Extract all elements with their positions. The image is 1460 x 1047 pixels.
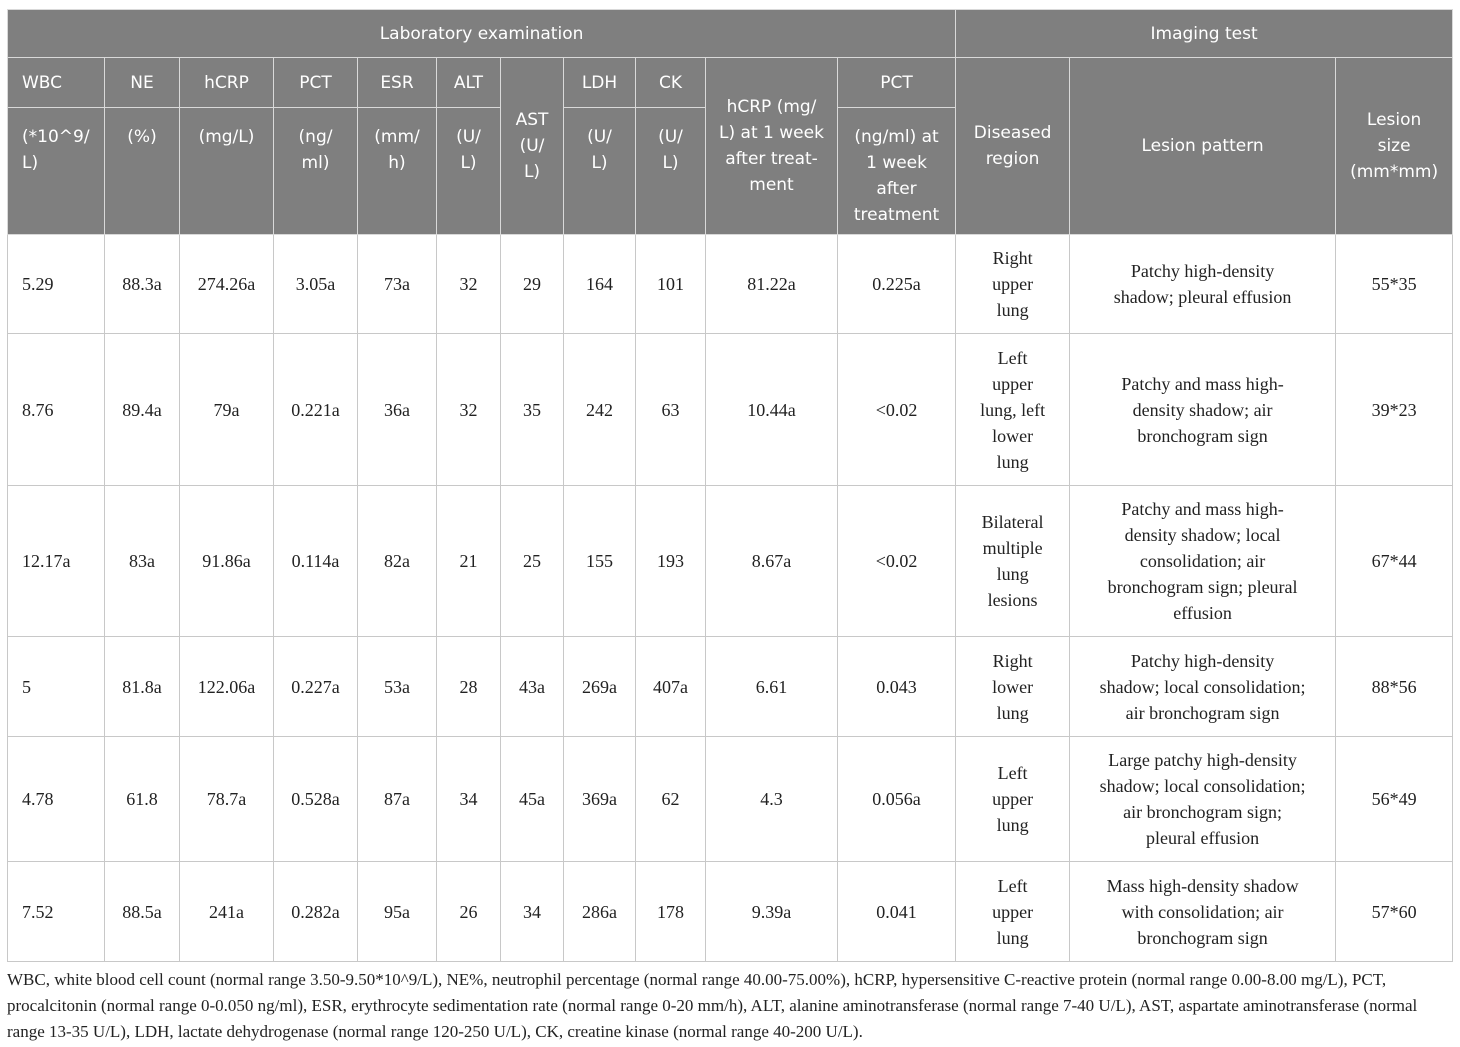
cell-ast: 34 (501, 862, 564, 962)
cell-esr: 87a (358, 737, 437, 862)
cell-ne: 61.8 (105, 737, 180, 862)
cell-hcrp: 78.7a (180, 737, 274, 862)
table-row (8, 637, 1453, 737)
cell-ldh: 269a (564, 637, 636, 737)
cell-pattern: Mass high-density shadow with consolidation; air bronchogram sign (1070, 862, 1336, 962)
cell-ast: 43a (501, 637, 564, 737)
cell-hcrp-week: 9.39a (706, 862, 838, 962)
table-body (8, 235, 1453, 962)
col-header-alt: ALT (437, 58, 501, 108)
cell-pct: 0.221a (274, 334, 358, 486)
cell-hcrp: 122.06a (180, 637, 274, 737)
cell-pct: 0.282a (274, 862, 358, 962)
cell-wbc: 12.17a (8, 486, 105, 637)
cell-pattern: Patchy high-density shadow; local consolidation; air bronchogram sign (1070, 637, 1336, 737)
cell-wbc: 5.29 (8, 235, 105, 334)
cell-hcrp: 91.86a (180, 486, 274, 637)
cell-ne: 88.3a (105, 235, 180, 334)
col-header-esr: ESR (358, 58, 437, 108)
col-header-ck: CK (636, 58, 706, 108)
unit-esr: (mm/ h) (358, 108, 437, 235)
cell-pct: 0.528a (274, 737, 358, 862)
cell-pct-week: <0.02 (838, 334, 956, 486)
cell-ne: 83a (105, 486, 180, 637)
cell-size: 55*35 (1336, 235, 1453, 334)
cell-pattern: Large patchy high-density shadow; local consolidation; air bronchogram sign; pleural effusion (1070, 737, 1336, 862)
cell-hcrp-week: 81.22a (706, 235, 838, 334)
col-header-region: Diseased region (956, 58, 1070, 235)
cell-esr: 36a (358, 334, 437, 486)
cell-size: 67*44 (1336, 486, 1453, 637)
cell-hcrp-week: 10.44a (706, 334, 838, 486)
cell-size: 88*56 (1336, 637, 1453, 737)
cell-ast: 45a (501, 737, 564, 862)
cell-pct: 0.114a (274, 486, 358, 637)
cell-alt: 32 (437, 235, 501, 334)
cell-ck: 63 (636, 334, 706, 486)
cell-ck: 178 (636, 862, 706, 962)
cell-pct-week: 0.043 (838, 637, 956, 737)
cell-hcrp-week: 6.61 (706, 637, 838, 737)
cell-ldh: 155 (564, 486, 636, 637)
unit-ck: (U/ L) (636, 108, 706, 235)
cell-hcrp: 241a (180, 862, 274, 962)
col-header-ldh: LDH (564, 58, 636, 108)
table-row (8, 862, 1453, 962)
cell-alt: 21 (437, 486, 501, 637)
cell-esr: 82a (358, 486, 437, 637)
cell-pattern: Patchy and mass high- density shadow; local consolidation; air bronchogram sign; pleural effusion (1070, 486, 1336, 637)
col-header-ne: NE (105, 58, 180, 108)
cell-alt: 34 (437, 737, 501, 862)
cell-pct: 0.227a (274, 637, 358, 737)
cell-hcrp-week: 4.3 (706, 737, 838, 862)
cell-alt: 32 (437, 334, 501, 486)
cell-esr: 53a (358, 637, 437, 737)
lab-imaging-table (7, 9, 1453, 962)
group-header-lab: Laboratory examination (8, 10, 956, 58)
cell-pct-week: 0.041 (838, 862, 956, 962)
cell-ck: 62 (636, 737, 706, 862)
cell-pct-week: 0.056a (838, 737, 956, 862)
col-header-size: Lesion size (mm*mm) (1336, 58, 1453, 235)
cell-pct: 3.05a (274, 235, 358, 334)
cell-alt: 26 (437, 862, 501, 962)
cell-esr: 73a (358, 235, 437, 334)
cell-ck: 101 (636, 235, 706, 334)
cell-region: Bilateral multiple lung lesions (956, 486, 1070, 637)
cell-ldh: 369a (564, 737, 636, 862)
unit-pct-week: (ng/ml) at 1 week after treatment (838, 108, 956, 235)
unit-wbc: (*10^9/ L) (8, 108, 105, 235)
cell-hcrp-week: 8.67a (706, 486, 838, 637)
cell-esr: 95a (358, 862, 437, 962)
col-header-pattern: Lesion pattern (1070, 58, 1336, 235)
cell-ne: 88.5a (105, 862, 180, 962)
table-row (8, 737, 1453, 862)
cell-region: Right upper lung (956, 235, 1070, 334)
cell-ck: 407a (636, 637, 706, 737)
cell-ldh: 164 (564, 235, 636, 334)
cell-alt: 28 (437, 637, 501, 737)
cell-pct-week: <0.02 (838, 486, 956, 637)
table-row (8, 486, 1453, 637)
table-row (8, 235, 1453, 334)
cell-region: Left upper lung (956, 862, 1070, 962)
cell-region: Left upper lung (956, 737, 1070, 862)
cell-ck: 193 (636, 486, 706, 637)
cell-wbc: 7.52 (8, 862, 105, 962)
cell-ast: 29 (501, 235, 564, 334)
cell-wbc: 4.78 (8, 737, 105, 862)
cell-wbc: 5 (8, 637, 105, 737)
unit-ne: (%) (105, 108, 180, 235)
cell-wbc: 8.76 (8, 334, 105, 486)
cell-ne: 89.4a (105, 334, 180, 486)
col-header-ast: AST (U/ L) (501, 58, 564, 235)
cell-ldh: 286a (564, 862, 636, 962)
cell-size: 56*49 (1336, 737, 1453, 862)
cell-pattern: Patchy high-density shadow; pleural effusion (1070, 235, 1336, 334)
cell-region: Right lower lung (956, 637, 1070, 737)
unit-pct: (ng/ ml) (274, 108, 358, 235)
col-header-hcrp: hCRP (180, 58, 274, 108)
cell-ast: 25 (501, 486, 564, 637)
col-header-wbc: WBC (8, 58, 105, 108)
cell-region: Left upper lung, left lower lung (956, 334, 1070, 486)
cell-ldh: 242 (564, 334, 636, 486)
col-header-pct: PCT (274, 58, 358, 108)
cell-size: 57*60 (1336, 862, 1453, 962)
unit-hcrp: (mg/L) (180, 108, 274, 235)
table-row (8, 334, 1453, 486)
table-footnote: WBC, white blood cell count (normal range 3.50-9.50*10^9/L), NE%, neutrophil percentage (normal range 40.00-75.00%), hCRP, hypersensitive C-reactive protein (normal range 0.00-8.00 mg/L), PCT, procalcitonin (normal range 0-0.050 ng/ml), ESR, erythrocyte sedimentation rate (normal range 0-20 mm/h), ALT, alanine aminotransferase (normal range 7-40 U/L), AST, aspartate aminotransferase (normal range 13-35 U/L), LDH, lactate dehydrogenase (normal range 120-250 U/L), CK, creatine kinase (normal range 40-200 U/L). (7, 970, 1418, 1041)
col-header-pct-week: PCT (838, 58, 956, 108)
cell-hcrp: 79a (180, 334, 274, 486)
cell-ast: 35 (501, 334, 564, 486)
cell-pattern: Patchy and mass high- density shadow; air bronchogram sign (1070, 334, 1336, 486)
cell-ne: 81.8a (105, 637, 180, 737)
group-header-imaging: Imaging test (956, 10, 1453, 58)
cell-size: 39*23 (1336, 334, 1453, 486)
unit-ldh: (U/ L) (564, 108, 636, 235)
col-header-hcrp-week: hCRP (mg/ L) at 1 week after treat- ment (706, 58, 838, 235)
unit-alt: (U/ L) (437, 108, 501, 235)
table-header (8, 10, 1453, 235)
cell-pct-week: 0.225a (838, 235, 956, 334)
cell-hcrp: 274.26a (180, 235, 274, 334)
